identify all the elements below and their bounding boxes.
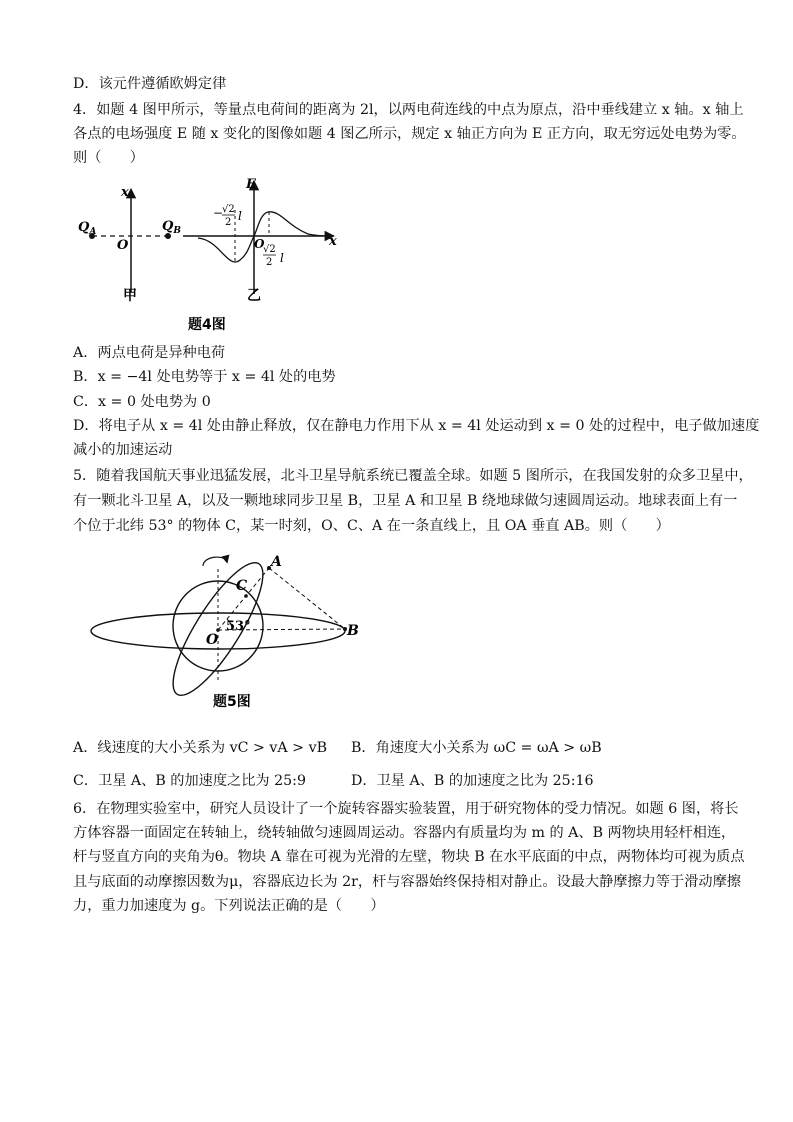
q4-caption: 题4图 xyxy=(188,317,226,333)
q5-label-b: B xyxy=(347,623,359,639)
q4-pos-l: l xyxy=(280,251,284,265)
q4-option-d-line2: 减小的加速运动 xyxy=(73,442,173,458)
q5-option-c: C．卫星 A、B 的加速度之比为 25:9 xyxy=(73,773,306,789)
q3-option-d: D．该元件遵循欧姆定律 xyxy=(73,76,227,92)
q6-stem-line3: 杆与竖直方向的夹角为θ。物块 A 靠在可视为光滑的左壁，物块 B 在水平底面的中点，两物体均可视为质点 xyxy=(73,849,745,865)
q4-stem-line3: 则（ ） xyxy=(73,150,144,166)
q4-option-c: C．x = 0 处电势为 0 xyxy=(73,394,211,410)
q4-jia-x-label: x xyxy=(121,185,129,200)
q4-e-label: E xyxy=(246,177,256,192)
q5-label-o: O xyxy=(206,632,219,648)
q4-label-jia: 甲 xyxy=(123,288,137,304)
q6-stem-line2: 方体容器一面固定在转轴上，绕转轴做匀速圆周运动。容器内有质量均为 m 的 A、B 两物块用轻杆相连， xyxy=(73,825,736,841)
q4-option-a: A．两点电荷是异种电荷 xyxy=(73,345,226,361)
q4-neg-frac-den: 2 xyxy=(225,217,232,228)
q5-label-a: A xyxy=(271,554,282,570)
q5-stem-line2: 有一颗北斗卫星 A，以及一颗地球同步卫星 B，卫星 A 和卫星 B 绕地球做匀速圆周运动。地球表面上有一 xyxy=(73,493,738,509)
q6-stem-line5: 力，重力加速度为 g。下列说法正确的是（ ） xyxy=(73,898,385,914)
q4-jia-origin: O xyxy=(117,238,129,253)
q5-rotation-arrow xyxy=(203,557,227,566)
q4-label-qb: $Q_B$ xyxy=(162,219,181,236)
q5-line-ab xyxy=(269,568,345,629)
q4-stem-line1: 4．如题 4 图甲所示，等量点电荷间的距离为 2l，以两电荷连线的中点为原点，沿中垂线建立 x 轴。x 轴上 xyxy=(73,102,744,118)
q4-stem-line2: 各点的电场强度 E 随 x 变化的图像如题 4 图乙所示，规定 x 轴正方向为 E 正方向，取无穷远处电势为零。 xyxy=(73,126,746,142)
q4-yi-x-label: x xyxy=(329,234,337,249)
q4-yi-origin: O xyxy=(254,237,265,251)
q4-pos-frac-den: 2 xyxy=(266,257,273,268)
q4-pos-frac-num: √2 xyxy=(263,244,276,255)
q4-neg-l: l xyxy=(238,209,242,223)
q5-stem-line1: 5．随着我国航天事业迅猛发展，北斗卫星导航系统已覆盖全球。如题 5 图所示，在我国发射的众多卫星中， xyxy=(73,468,753,484)
q5-option-a: A．线速度的大小关系为 vC > vA > vB xyxy=(73,740,328,756)
q6-stem-line4: 且与底面的动摩擦因数为μ，容器底边长为 2r，杆与容器始终保持相对静止。设最大静摩擦力等于滑动摩擦 xyxy=(73,874,741,890)
q4-label-qa: $Q_A$ xyxy=(78,220,97,237)
q5-option-b: B．角速度大小关系为 ωC = ωA > ωB xyxy=(351,740,602,756)
q4-option-b: B．x = −4l 处电势等于 x = 4l 处的电势 xyxy=(73,369,336,385)
q5-label-c: C xyxy=(236,578,248,594)
q5-stem-line3: 个位于北纬 53° 的物体 C，某一时刻，O、C、A 在一条直线上，且 OA 垂直 AB。则（ ） xyxy=(73,518,670,534)
q5-figure xyxy=(85,550,375,715)
q5-caption: 题5图 xyxy=(213,694,251,710)
q6-stem-line1: 6．在物理实验室中，研究人员设计了一个旋转容器实验装置，用于研究物体的受力情况。如题 6 图，将长 xyxy=(73,801,739,817)
q4-neg-frac-num: √2 xyxy=(222,204,235,215)
q5-angle-label: 53° xyxy=(226,619,251,634)
q4-neg-sign: − xyxy=(213,206,224,220)
q4-figure xyxy=(70,172,350,337)
q5-option-d: D．卫星 A、B 的加速度之比为 25:16 xyxy=(351,773,594,789)
q4-label-yi: 乙 xyxy=(247,288,261,304)
q4-option-d-line1: D．将电子从 x = 4l 处由静止释放，仅在静电力作用下从 x = 4l 处运动到 x = 0 处的过程中，电子做加速度 xyxy=(73,418,760,434)
